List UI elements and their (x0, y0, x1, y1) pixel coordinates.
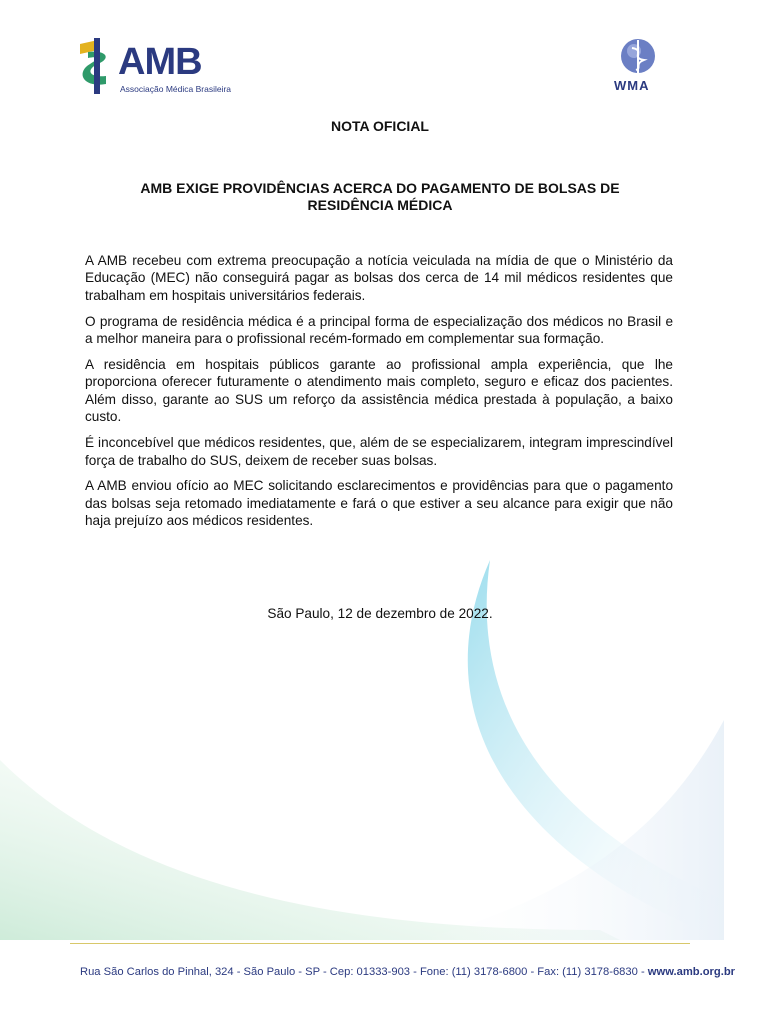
amb-logo-text: AMB (118, 41, 202, 83)
wma-logo-text: WMA (614, 78, 650, 93)
body-paragraph: O programa de residência médica é a principal forma de especialização dos médicos no Brasil e a melhor maneira para o profissional recém-formado em complementar sua formação. (85, 313, 673, 347)
document-title-line: RESIDÊNCIA MÉDICA (307, 197, 453, 213)
amb-logo-subtitle: Associação Médica Brasileira (120, 84, 232, 94)
footer-address: Rua São Carlos do Pinhal, 324 - São Paulo - SP - Cep: 01333-903 - Fone: (11) 3178-6800 - Fax: (11) 3178-6830 - (80, 966, 648, 978)
document-body (85, 252, 673, 538)
body-paragraph: É inconcebível que médicos residentes, que, além de se especializarem, integram imprescindível força de trabalho do SUS, deixem de receber suas bolsas. (85, 435, 673, 468)
amb-emblem-icon (76, 36, 118, 96)
amb-logo (76, 36, 236, 98)
document-title (0, 180, 760, 214)
footer-website: www.amb.org.br (647, 966, 736, 978)
date-line: São Paulo, 12 de dezembro de 2022. (267, 606, 493, 621)
body-paragraph: A residência em hospitais públicos garante ao profissional ampla experiência, que lhe proporciona oferecer futuramente o atendimento mais completo, seguro e eficaz dos pacientes. Além disso, garante ao SUS um reforço da assistência médica prestada à população, a baixo custo. (85, 357, 673, 425)
wma-logo (612, 36, 664, 94)
footer-contact (80, 966, 736, 978)
document-title-line: AMB EXIGE PROVIDÊNCIAS ACERCA DO PAGAMENTO DE BOLSAS DE (140, 180, 620, 196)
footer-divider (70, 943, 690, 944)
body-paragraph: A AMB recebeu com extrema preocupação a notícia veiculada na mídia de que o Ministério da Educação (MEC) não conseguirá pagar as bolsas dos cerca de 14 mil médicos residentes que trabalham em hospitais universitários federais. (85, 253, 673, 303)
globe-staff-icon (612, 36, 664, 78)
document-heading: NOTA OFICIAL (331, 118, 429, 134)
body-paragraph: A AMB enviou ofício ao MEC solicitando esclarecimentos e providências para que o pagamento das bolsas seja retomado imediatamente e fará o que estiver a seu alcance para exigir que não haja prejuízo aos médicos residentes. (85, 478, 673, 529)
